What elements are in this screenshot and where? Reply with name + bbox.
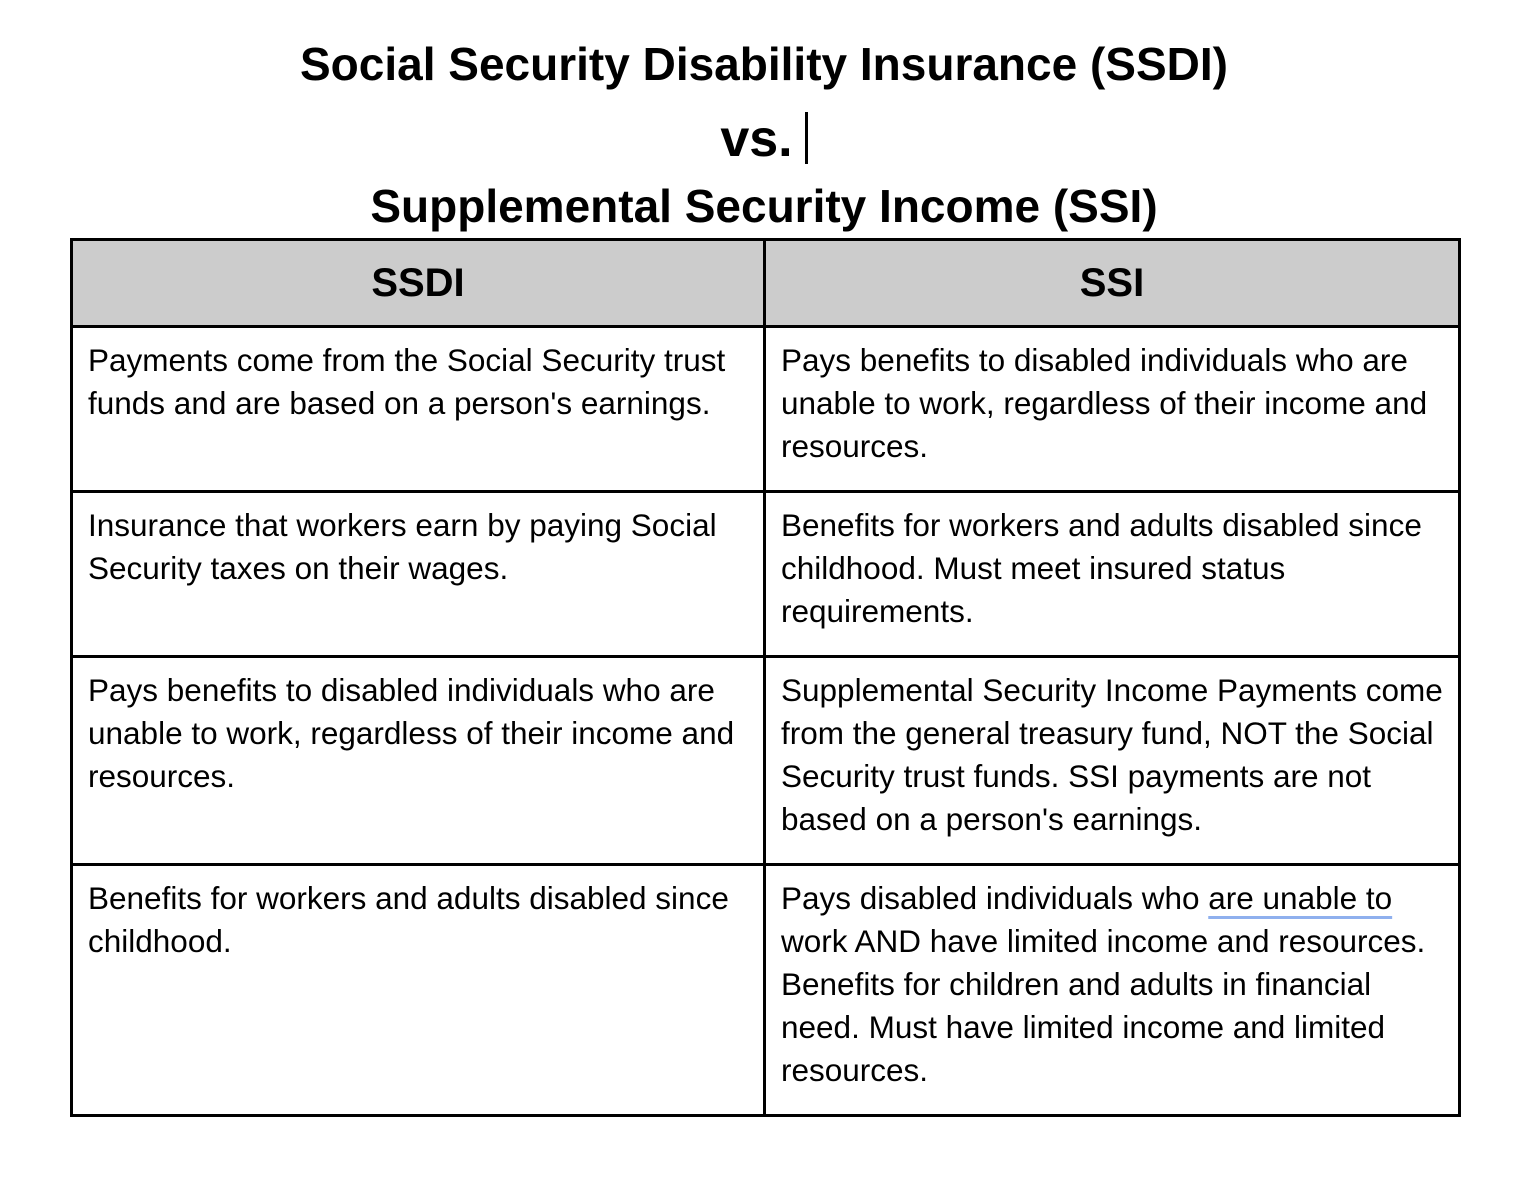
comparison-table [70,238,1461,1117]
title-vs-text: vs. [720,110,793,168]
table-row [72,492,1460,657]
title-line-3: Supplemental Security Income (SSI) [370,180,1158,232]
cell-ssdi[interactable]: Benefits for workers and adults disabled since childhood. [72,865,765,1116]
header-ssi[interactable]: SSI [765,240,1460,327]
cell-ssi-text-end: work AND have limited income and resources. Benefits for children and adults in financial need. Must have limited income and limited resources. [781,923,1426,1088]
text-cursor [805,112,808,164]
header-ssdi[interactable]: SSDI [72,240,765,327]
cell-ssdi[interactable]: Insurance that workers earn by paying Social Security taxes on their wages. [72,492,765,657]
cell-ssdi[interactable]: Pays benefits to disabled individuals who are unable to work, regardless of their income and resources. [72,657,765,865]
cell-ssi-text-start: Pays disabled individuals who [781,880,1209,916]
cell-ssi[interactable]: Pays benefits to disabled individuals who are unable to work, regardless of their income and resources. [765,327,1460,492]
title-line-2[interactable] [0,108,1528,170]
cell-ssi[interactable] [765,865,1460,1116]
table-header-row [72,240,1460,327]
table-row [72,865,1460,1116]
cell-ssdi[interactable]: Payments come from the Social Security trust funds and are based on a person's earnings. [72,327,765,492]
cell-ssi[interactable]: Benefits for workers and adults disabled since childhood. Must meet insured status requirements. [765,492,1460,657]
table-row [72,327,1460,492]
spellcheck-underlined-text[interactable]: are unable to [1208,880,1393,916]
cell-ssi[interactable]: Supplemental Security Income Payments come from the general treasury fund, NOT the Social Security trust funds. SSI payments are not based on a person's earnings. [765,657,1460,865]
table-row [72,657,1460,865]
title-line-1: Social Security Disability Insurance (SSDI) [300,38,1228,90]
